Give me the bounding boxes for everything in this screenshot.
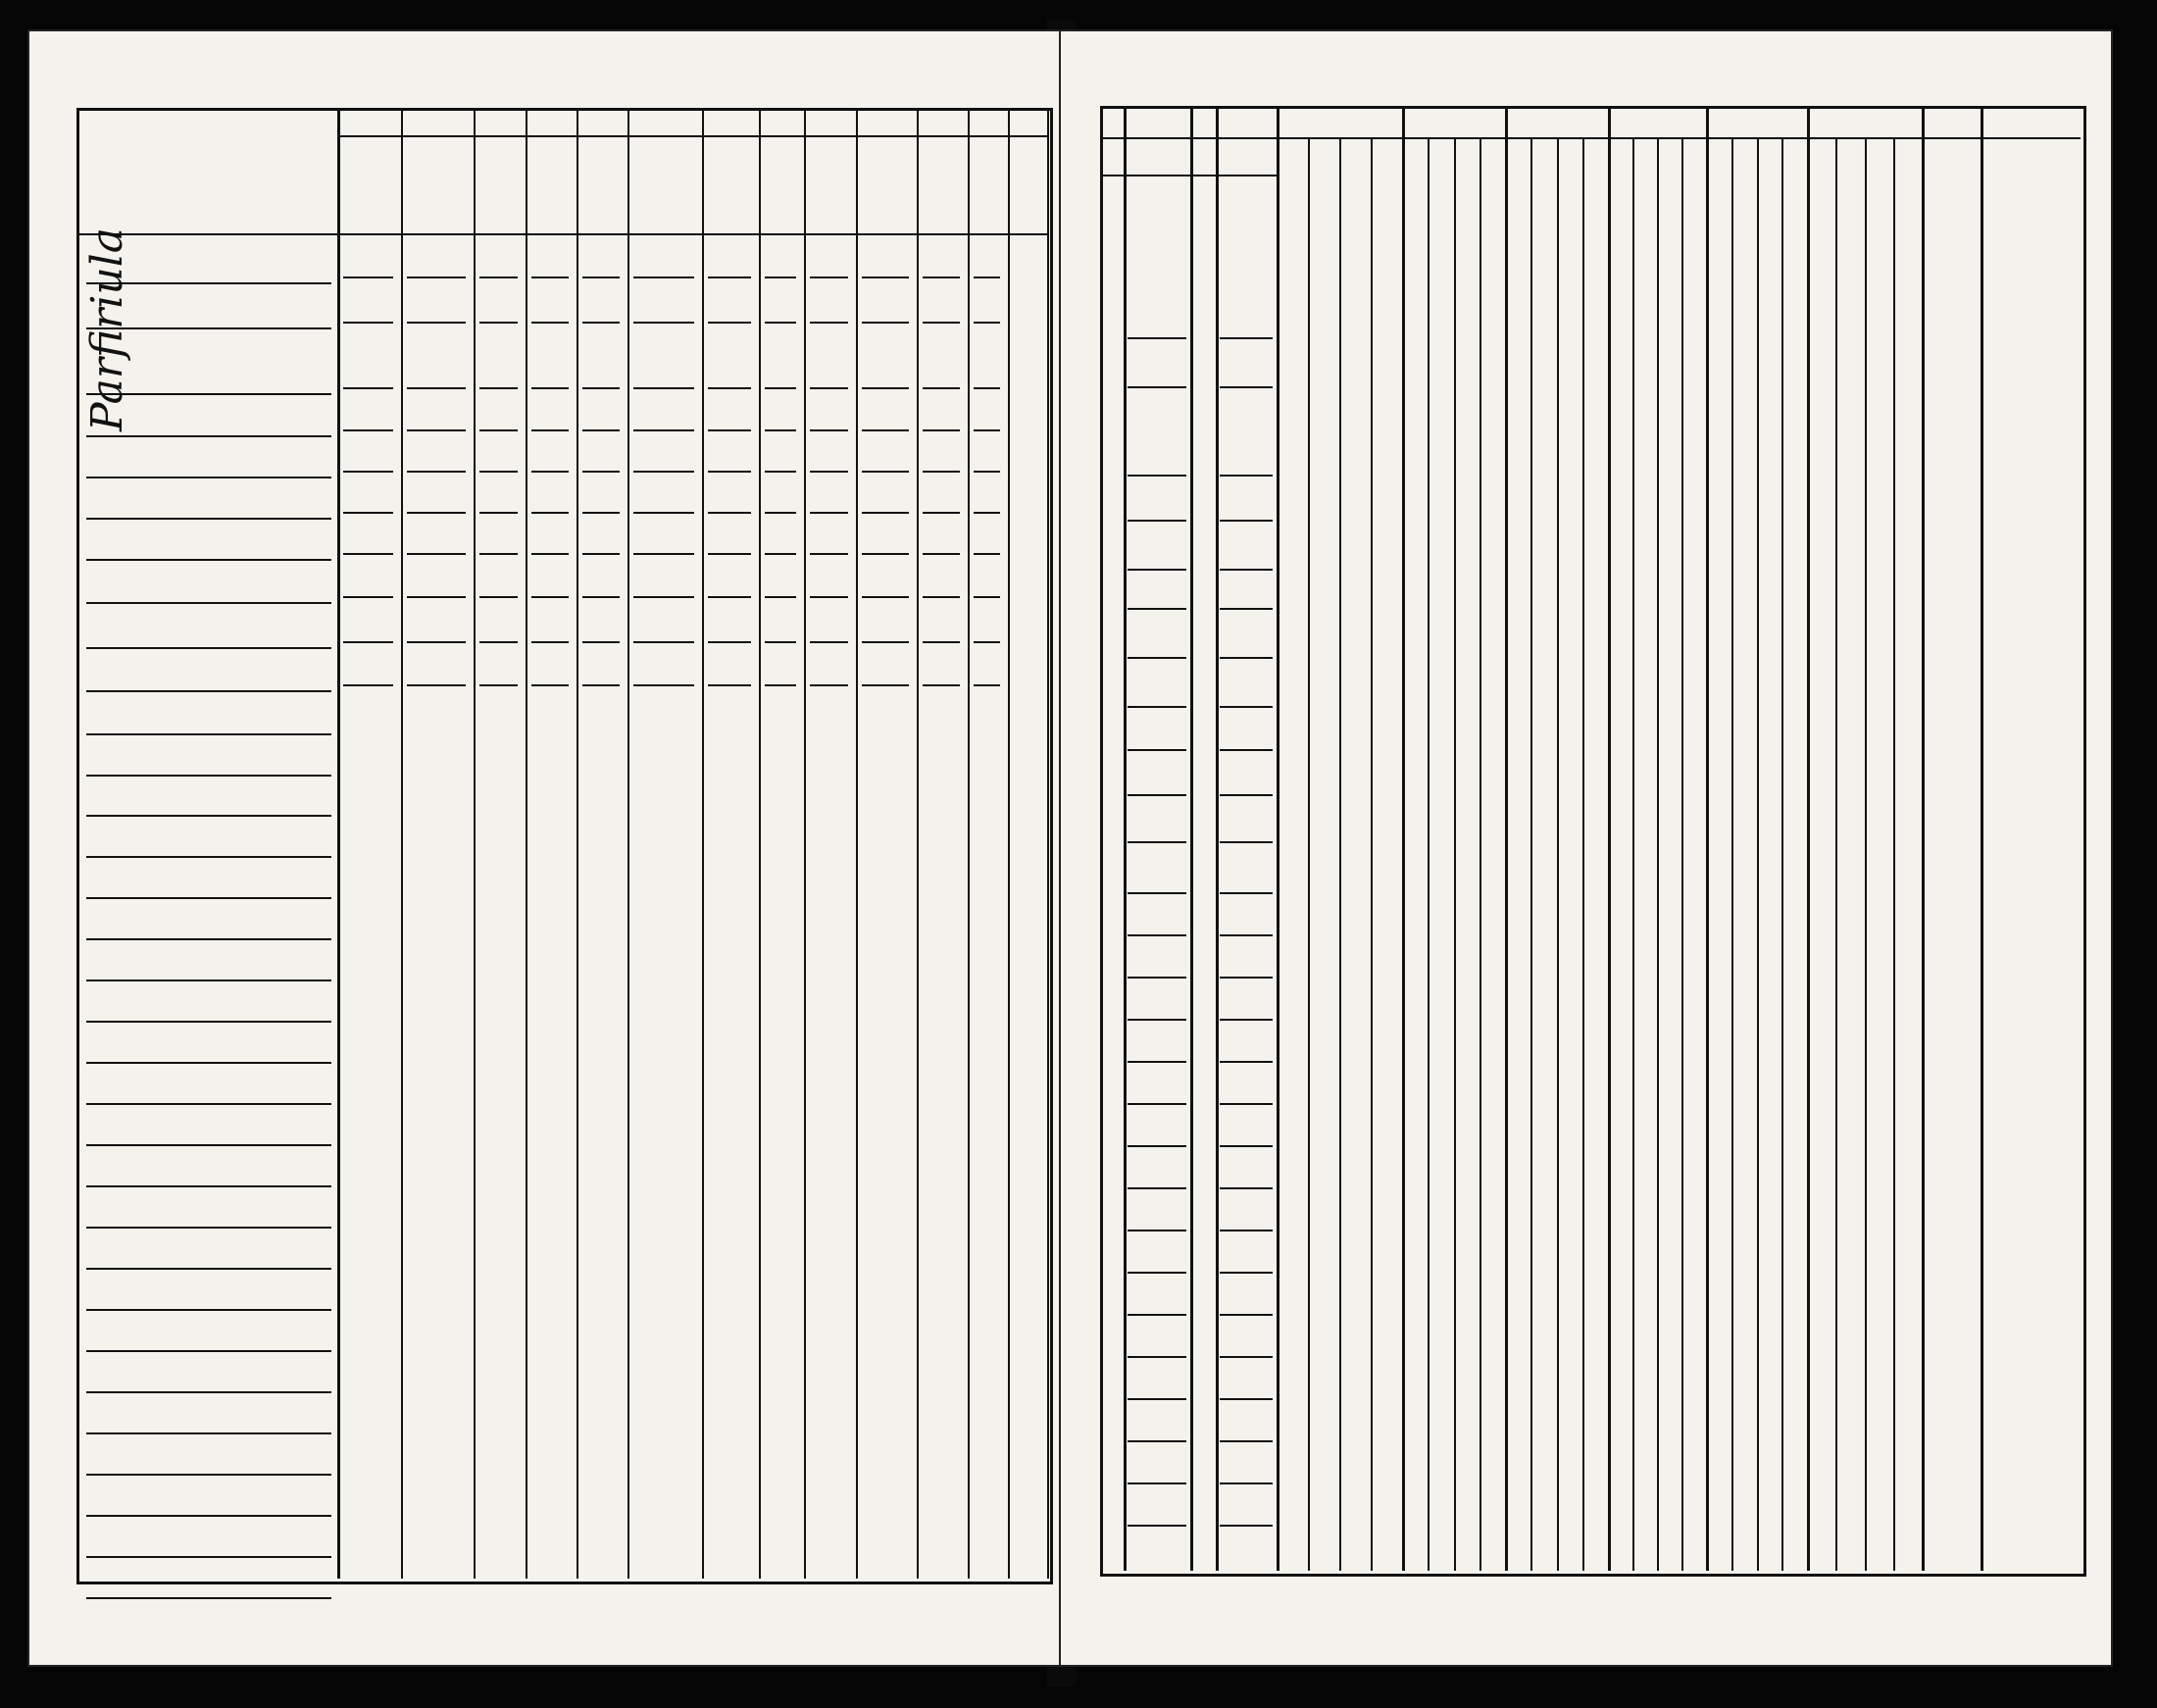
ruled-line [86, 435, 331, 437]
ruled-line [86, 327, 331, 329]
mark-underline [582, 553, 620, 555]
ruled-line [1128, 608, 1186, 610]
ruled-line [86, 897, 331, 899]
ruled-line [86, 1062, 331, 1064]
ruled-line [1128, 569, 1186, 571]
mark-underline [923, 684, 960, 686]
column-line [1981, 106, 1983, 1571]
ruled-line [86, 1268, 331, 1270]
ruled-line [1220, 1440, 1273, 1442]
ruled-line [86, 1103, 331, 1105]
ruled-line [1220, 475, 1273, 477]
subcolumn-line [1865, 137, 1867, 1571]
mark-underline [633, 684, 694, 686]
mark-underline [343, 276, 393, 278]
subcolumn-line [1339, 137, 1341, 1571]
mark-underline [407, 641, 466, 643]
ruled-line [1128, 749, 1186, 751]
ruled-line [1128, 475, 1186, 477]
ruled-line [86, 1021, 331, 1023]
mark-underline [531, 553, 569, 555]
mark-underline [974, 596, 1000, 598]
mark-underline [708, 322, 751, 324]
ruled-line [1128, 977, 1186, 979]
subcolumn-line [1582, 137, 1584, 1571]
mark-underline [862, 387, 909, 389]
ruled-line [86, 647, 331, 649]
column-subheader [552, 139, 576, 229]
ruled-line [1220, 386, 1273, 388]
mark-underline [765, 512, 796, 514]
mark-underline [708, 387, 751, 389]
header-divider [76, 233, 1047, 235]
mark-underline [810, 641, 848, 643]
mark-underline [923, 322, 960, 324]
mark-underline [862, 684, 909, 686]
ruled-line [1220, 1482, 1273, 1484]
ruled-line [86, 775, 331, 777]
mark-underline [810, 387, 848, 389]
ruled-line [1128, 706, 1186, 708]
ruled-line [1128, 892, 1186, 894]
ruled-line [1220, 1356, 1273, 1358]
mark-underline [479, 512, 518, 514]
subcolumn-line [1681, 137, 1683, 1571]
mark-underline [479, 276, 518, 278]
mark-underline [862, 322, 909, 324]
ruled-line [1128, 1525, 1186, 1527]
mark-underline [343, 641, 393, 643]
mark-underline [343, 322, 393, 324]
mark-underline [479, 471, 518, 473]
column-subheader [731, 139, 758, 229]
mark-underline [974, 471, 1000, 473]
left-page [27, 29, 1067, 1667]
ruled-line [86, 1556, 331, 1558]
ruled-line [86, 1227, 331, 1229]
mark-underline [479, 322, 518, 324]
mark-underline [862, 553, 909, 555]
column-line [917, 108, 919, 1579]
column-subheader [450, 139, 473, 229]
ruled-line [86, 518, 331, 520]
column-line [526, 108, 527, 1579]
mark-underline [708, 512, 751, 514]
ruled-line [1220, 934, 1273, 936]
column-subheader [878, 139, 896, 229]
mark-underline [479, 596, 518, 598]
ruled-line [1128, 1145, 1186, 1147]
column-subheader [943, 139, 967, 229]
column-line [1008, 108, 1010, 1579]
mark-underline [708, 596, 751, 598]
mark-underline [407, 512, 466, 514]
mark-underline [582, 512, 620, 514]
mark-underline [633, 471, 694, 473]
subcolumn-line [1731, 137, 1733, 1571]
column-line [1505, 106, 1508, 1571]
mark-underline [343, 596, 393, 598]
column-subheader [603, 139, 627, 229]
ruled-line [1128, 337, 1186, 339]
mark-underline [708, 471, 751, 473]
mark-underline [708, 641, 751, 643]
column-line [1922, 106, 1925, 1571]
mark-underline [343, 387, 393, 389]
column-subheader [782, 139, 803, 229]
mark-underline [633, 553, 694, 555]
column-subheader [654, 139, 677, 229]
column-subheader [897, 139, 916, 229]
ruled-line [86, 1597, 331, 1599]
ruled-line [86, 1515, 331, 1517]
mark-underline [531, 429, 569, 431]
ruled-line [1128, 1103, 1186, 1105]
subcolumn-line [1632, 137, 1634, 1571]
ruled-line [1128, 386, 1186, 388]
column-line [702, 108, 704, 1579]
subcolumn-line [1835, 137, 1837, 1571]
column-subheader [340, 139, 371, 229]
mark-underline [407, 429, 466, 431]
subcolumn-line [1308, 137, 1310, 1571]
ruled-line [86, 1474, 331, 1476]
mark-underline [708, 429, 751, 431]
ruled-line [1220, 520, 1273, 522]
column-subheader [630, 139, 654, 229]
mark-underline [531, 641, 569, 643]
ruled-line [86, 1432, 331, 1434]
mark-underline [974, 387, 1000, 389]
mark-underline [582, 322, 620, 324]
column-line [401, 108, 403, 1579]
column-line [627, 108, 629, 1579]
ruled-line [1128, 841, 1186, 843]
ruled-line [86, 980, 331, 981]
mark-underline [862, 596, 909, 598]
ruled-line [1128, 1398, 1186, 1400]
ruled-line [86, 393, 331, 395]
column-subheader [579, 139, 603, 229]
subcolumn-line [1480, 137, 1481, 1571]
subcolumn-line [1557, 137, 1559, 1571]
ruled-line [1220, 657, 1273, 659]
mark-underline [974, 684, 1000, 686]
subcolumn-line [1757, 137, 1759, 1571]
column-line [1608, 106, 1611, 1571]
mark-underline [531, 512, 569, 514]
column-subheader [501, 139, 526, 229]
mark-underline [531, 596, 569, 598]
mark-underline [810, 553, 848, 555]
mark-underline [407, 596, 466, 598]
column-line [804, 108, 806, 1579]
mark-underline [531, 471, 569, 473]
ruled-line [86, 1144, 331, 1146]
column-line [1402, 106, 1405, 1571]
ruled-line [1220, 1272, 1273, 1274]
mark-underline [974, 429, 1000, 431]
mark-underline [923, 276, 960, 278]
ruled-line [1220, 1187, 1273, 1189]
column-subheader [477, 139, 501, 229]
column-subheader [528, 139, 552, 229]
ruled-line [86, 690, 331, 692]
column-line [968, 108, 970, 1579]
ruled-line [86, 602, 331, 604]
subcolumn-line [1530, 137, 1532, 1571]
ruled-line [86, 733, 331, 735]
column-subheader [762, 139, 782, 229]
mark-underline [531, 684, 569, 686]
mark-underline [810, 322, 848, 324]
mark-underline [708, 276, 751, 278]
ruled-line [86, 1350, 331, 1352]
mark-underline [765, 641, 796, 643]
mark-underline [343, 553, 393, 555]
subcolumn-line [1454, 137, 1456, 1571]
ruled-line [1128, 1440, 1186, 1442]
mark-underline [479, 553, 518, 555]
ruled-line [1128, 1314, 1186, 1316]
mark-underline [531, 322, 569, 324]
column-subheader [920, 139, 943, 229]
mark-underline [810, 429, 848, 431]
ruled-line [1128, 1482, 1186, 1484]
mark-underline [633, 276, 694, 278]
mark-underline [407, 322, 466, 324]
mark-underline [974, 322, 1000, 324]
mark-underline [582, 596, 620, 598]
mark-underline [923, 596, 960, 598]
mark-underline [923, 471, 960, 473]
ruled-line [1220, 749, 1273, 751]
right-page [1059, 29, 2113, 1667]
mark-underline [582, 471, 620, 473]
mark-underline [531, 276, 569, 278]
ruled-line [1220, 892, 1273, 894]
column-line [1277, 106, 1279, 1571]
mark-underline [974, 641, 1000, 643]
ruled-line [1220, 1145, 1273, 1147]
mark-underline [343, 471, 393, 473]
ruled-line [1220, 1103, 1273, 1105]
column-subheader [426, 139, 449, 229]
column-line [1706, 106, 1709, 1571]
mark-underline [765, 276, 796, 278]
ruled-line [1128, 934, 1186, 936]
mark-underline [810, 276, 848, 278]
mark-underline [765, 322, 796, 324]
mark-underline [923, 641, 960, 643]
ruled-line [1220, 977, 1273, 979]
mark-underline [633, 387, 694, 389]
ruled-line [1220, 1398, 1273, 1400]
mark-underline [582, 276, 620, 278]
mark-underline [633, 596, 694, 598]
mark-underline [923, 512, 960, 514]
ruled-line [1128, 1187, 1186, 1189]
column-subheader [677, 139, 701, 229]
column-line [1047, 108, 1049, 1579]
mark-underline [862, 276, 909, 278]
ruled-line [1220, 1314, 1273, 1316]
ruled-line [86, 1309, 331, 1311]
mark-underline [407, 684, 466, 686]
ruled-line [86, 815, 331, 817]
column-subheader [989, 139, 1008, 229]
mark-underline [923, 429, 960, 431]
ruled-line [1128, 1230, 1186, 1231]
mark-underline [974, 512, 1000, 514]
mark-underline [407, 553, 466, 555]
column-subheader [371, 139, 401, 229]
mark-underline [343, 512, 393, 514]
mark-underline [343, 684, 393, 686]
column-subheader [859, 139, 878, 229]
ruled-line [86, 282, 331, 284]
mark-underline [765, 429, 796, 431]
ruled-line [1128, 657, 1186, 659]
parish-name: Parfiriula [82, 227, 132, 431]
subcolumn-line [1657, 137, 1659, 1571]
mark-underline [810, 596, 848, 598]
ruled-line [1128, 1272, 1186, 1274]
mark-underline [633, 429, 694, 431]
column-subheader [831, 139, 856, 229]
mark-underline [810, 512, 848, 514]
ruled-line [1220, 1230, 1273, 1231]
subcolumn-line [1781, 137, 1783, 1571]
mark-underline [923, 553, 960, 555]
mark-underline [923, 387, 960, 389]
ruled-line [86, 1185, 331, 1187]
mark-underline [810, 684, 848, 686]
column-line [759, 108, 761, 1579]
mark-underline [343, 429, 393, 431]
mark-underline [582, 429, 620, 431]
column-line [577, 108, 578, 1579]
column-subheader [971, 139, 989, 229]
column-line [1216, 106, 1219, 1571]
mark-underline [765, 596, 796, 598]
mark-underline [974, 276, 1000, 278]
ruled-line [1220, 569, 1273, 571]
column-line [474, 108, 476, 1579]
header-divider [337, 135, 1047, 137]
mark-underline [765, 684, 796, 686]
column-subheader [404, 139, 426, 229]
ruled-line [1220, 1061, 1273, 1063]
column-line [1807, 106, 1810, 1571]
mark-underline [479, 641, 518, 643]
ruled-line [86, 1391, 331, 1393]
mark-underline [582, 684, 620, 686]
column-line [856, 108, 858, 1579]
ruled-line [86, 559, 331, 561]
mark-underline [531, 387, 569, 389]
mark-underline [862, 512, 909, 514]
column-subheader [705, 139, 731, 229]
mark-underline [862, 641, 909, 643]
header-divider [1100, 175, 1277, 176]
ruled-line [1220, 608, 1273, 610]
ruled-line [1220, 794, 1273, 796]
mark-underline [708, 553, 751, 555]
column-line [1124, 106, 1127, 1571]
mark-underline [582, 387, 620, 389]
mark-underline [407, 471, 466, 473]
mark-underline [810, 471, 848, 473]
mark-underline [582, 641, 620, 643]
ruled-line [1128, 1061, 1186, 1063]
ruled-line [86, 477, 331, 478]
mark-underline [862, 429, 909, 431]
column-subheader [807, 139, 831, 229]
ruled-line [1128, 1356, 1186, 1358]
mark-underline [974, 553, 1000, 555]
ruled-line [1128, 520, 1186, 522]
column-line [337, 108, 340, 1579]
ruled-line [86, 938, 331, 940]
mark-underline [479, 387, 518, 389]
subcolumn-line [1428, 137, 1430, 1571]
ruled-line [86, 856, 331, 858]
mark-underline [407, 387, 466, 389]
mark-underline [708, 684, 751, 686]
mark-underline [633, 512, 694, 514]
ruled-line [1220, 706, 1273, 708]
mark-underline [765, 553, 796, 555]
ruled-line [1220, 1019, 1273, 1021]
mark-underline [479, 684, 518, 686]
header-divider [1100, 137, 2081, 139]
ruled-line [1128, 1019, 1186, 1021]
ruled-line [1220, 1525, 1273, 1527]
mark-underline [862, 471, 909, 473]
ruled-line [1128, 794, 1186, 796]
mark-underline [765, 387, 796, 389]
mark-underline [407, 276, 466, 278]
mark-underline [479, 429, 518, 431]
mark-underline [633, 641, 694, 643]
subcolumn-line [1371, 137, 1373, 1571]
column-line [1190, 106, 1193, 1571]
mark-underline [633, 322, 694, 324]
ruled-line [1220, 841, 1273, 843]
subcolumn-line [1893, 137, 1895, 1571]
mark-underline [765, 471, 796, 473]
ruled-line [1220, 337, 1273, 339]
